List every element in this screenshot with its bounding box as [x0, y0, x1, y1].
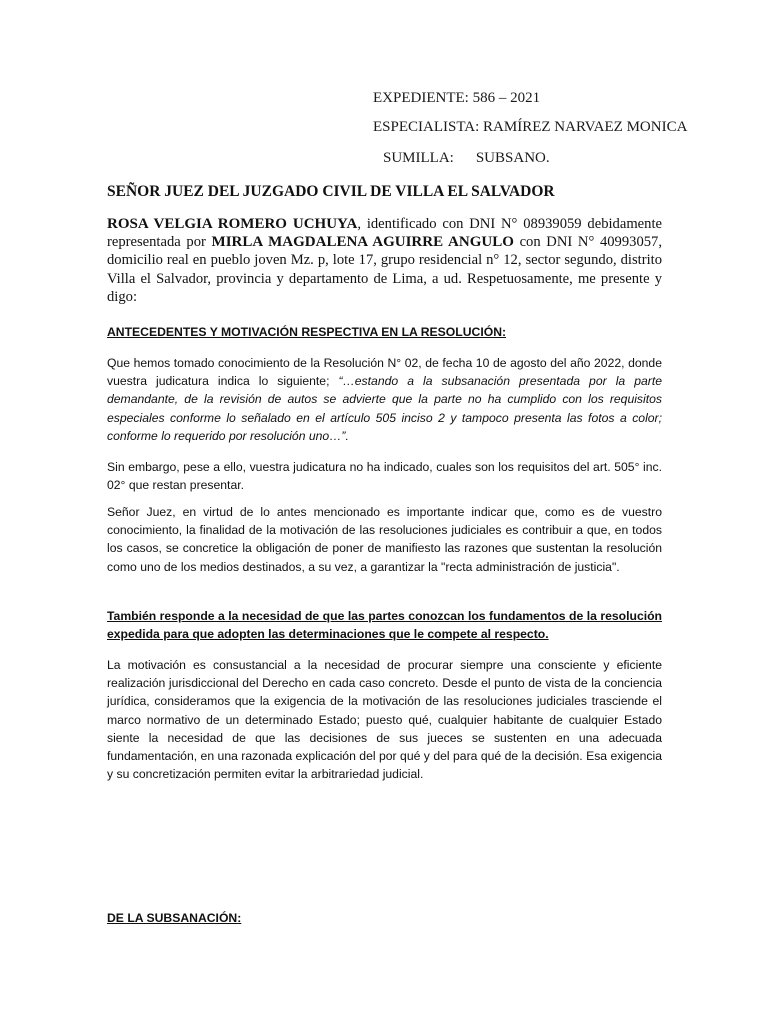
paragraph-sin-embargo: Sin embargo, pese a ello, vuestra judicatura no ha indicado, cuales son los requisitos del art. 505° inc. 02° que restan presentar. — [107, 460, 662, 493]
paragraph-senor-juez: Señor Juez, en virtud de lo antes mencionado es importante indicar que, como es de vuestro conocimiento, la finalidad de la motivación de las resoluciones judiciales es contribuir a que, en todos los casos, se concretice la obligación de poner de manifiesto las razones que sustentan la resolución como uno de los medios destinados, a su vez, a garantizar la "recta administración de justicia". — [107, 505, 662, 574]
sumilla-value: SUBSANO. — [475, 150, 550, 166]
paragraph-motivacion: La motivación es consustancial a la necesidad de procurar siempre una consciente y eficiente realización jurisdiccional del Derecho en cada caso concreto. Desde el punto de vista de la conciencia jurídica, consideramos que la exigencia de la motivación de las resoluciones judiciales trasciende el marco normativo de un determinado Estado; puesto qué, cualquier habitante de cualquier Estado siente la necesidad de que las decisiones de sus jueces se sustenten en una adecuada fundamentación, en una razonada explicación del por qué y del para qué de la decisión. Esa exigencia y su concretización permiten evitar la arbitrariedad judicial. — [107, 658, 662, 782]
representative-name: MIRLA MAGDALENA AGUIRRE ANGULO — [211, 234, 514, 251]
sumilla-line — [383, 150, 550, 167]
paragraph-resolucion-text: Que hemos tomado conocimiento de la Resolución N° 02, de fecha 10 de agosto del año 2022, donde vuestra judicatura indica lo siguiente; — [107, 356, 662, 389]
section-heading-antecedentes: ANTECEDENTES Y MOTIVACIÓN RESPECTIVA EN LA RESOLUCIÓN: — [107, 325, 507, 339]
addressee: SEÑOR JUEZ DEL JUZGADO CIVIL DE VILLA EL SALVADOR — [107, 183, 555, 200]
resolution-quote: “…estando a la subsanación presentada por la parte demandante, de la revisión de autos se advierte que la parte no ha cumplido con los requisitos especiales conforme lo señalado en el artículo 505 inciso 2 y tampoco presenta las fotos a color; conforme lo requerido por resolución uno…”. — [107, 374, 662, 443]
paragraph-resolucion — [107, 354, 662, 445]
paragraph-tambien-responde: También responde a la necesidad de que las partes conozcan los fundamentos de la resolución expedida para que adopten las determinaciones que le compete al respecto. — [107, 609, 662, 642]
especialista-line: ESPECIALISTA: RAMÍREZ NARVAEZ MONICA — [373, 119, 688, 135]
plaintiff-name: ROSA VELGIA ROMERO UCHUYA — [107, 216, 358, 232]
sumilla-label: SUMILLA: — [383, 150, 454, 166]
expediente-line: EXPEDIENTE: 586 – 2021 — [373, 90, 541, 106]
section-heading-subsanacion: DE LA SUBSANACIÓN: — [107, 911, 242, 925]
intro-text-2: con DNI N° 40993057, domicilio real en pueblo joven Mz. p, lote 17, grupo residencial n° 12, sector segundo, distrito Villa el Salvador, provincia y departamento de Lima, a ud. Respetuosamente, me presente y digo: — [107, 234, 662, 305]
intro-paragraph — [107, 215, 662, 306]
intro-text-1: , identificado con DNI N° 08939059 debidamente representada por — [107, 216, 662, 251]
